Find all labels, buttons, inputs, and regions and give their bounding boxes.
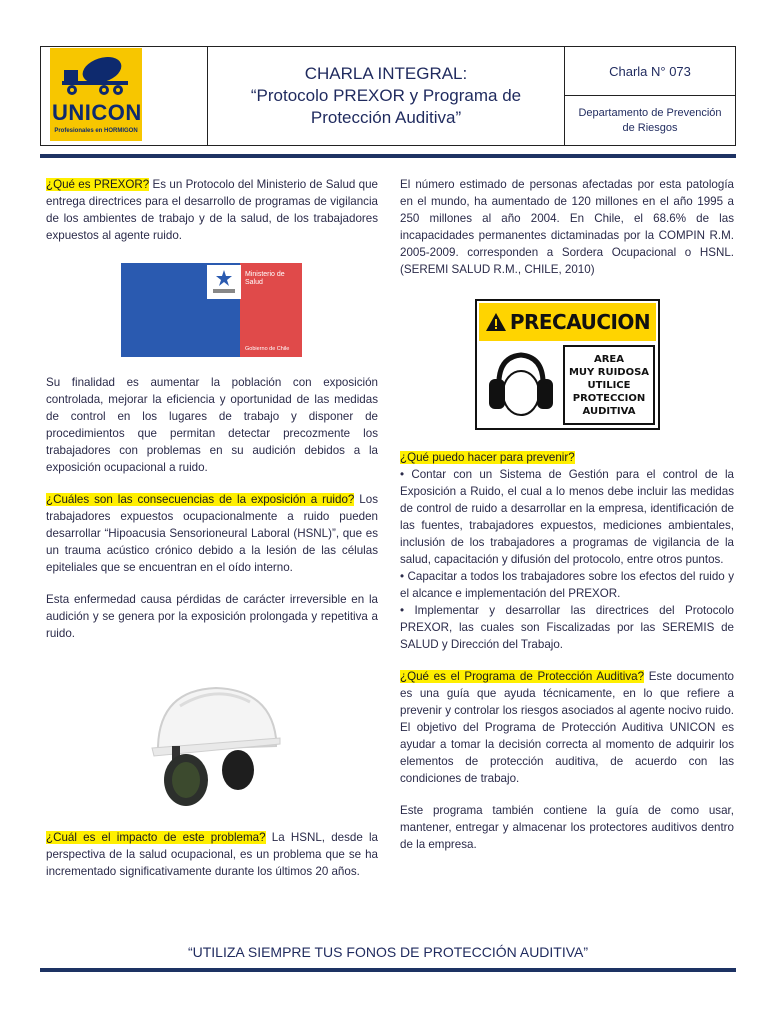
chile-coat-of-arms-icon	[207, 265, 241, 299]
paragraph-statistics: El número estimado de personas afectadas por esta patología en el mundo, ha aumentado de 120 millones en el año 1995 a 250 millones al año 2004. En Chile, el 68.6% de las incapacidades permanentes dictaminadas por la COMPIN R.M. 2005-2009. corresponden a Sordera Ocupacional o HSNL. (SEREMI SALUD R.M., CHILE, 2010)	[400, 178, 734, 276]
logo-word: UNICON	[52, 100, 142, 125]
header-info-cell	[565, 47, 735, 145]
header-table	[40, 46, 736, 146]
ministry-footer-label: Gobierno de Chile	[245, 346, 290, 352]
paragraph-consequences: ¿Cuáles son las consecuencias de la exposición a ruido? Los trabajadores expuestos ocupacionalmente a ruido pueden desarrollar “Hipoacusia Sensorioneural Laboral (HSNL)”, que es un trauma acústico crónico debido a la lesión de las células epiteliales que se encuentran en el oído interno.	[46, 493, 379, 574]
unicon-logo	[50, 48, 142, 141]
document-title	[208, 47, 565, 145]
footer-quote: “UTILIZA SIEMPRE TUS FONOS DE PROTECCIÓN AUDITIVA”	[187, 944, 589, 960]
department-name: Departamento de Prevención de Riesgos	[578, 106, 722, 134]
right-column-top	[400, 176, 734, 293]
title-line-2: “Protocolo PREXOR y Programa de	[250, 86, 522, 105]
question-what-is-prexor: ¿Qué es PREXOR?	[46, 178, 150, 191]
helmet-earmuff-image	[150, 676, 282, 808]
logo-cell	[41, 47, 208, 145]
right-column-bottom	[400, 449, 734, 868]
paragraph-what-is-prexor: ¿Qué es PREXOR? Es un Protocolo del Ministerio de Salud que entrega directrices para el desarrollo de programas de vigilancia de los ambientes de trabajo y de la salud, de los trabajadores expuestos al agente ruido.	[46, 178, 378, 242]
left-column-top	[46, 176, 378, 259]
paragraph-protection-program: ¿Qué es el Programa de Protección Auditiva? Este documento es una guía que ayuda técnicamente, en lo que refiere a prevenir y controlar los riesgos asociados al agente nocivo ruido. El objetivo del Programa de Protección Auditiva UNICON es ayudar a tomar la decisión correcta al momento de adquirir los elementos de protección auditiva, de acuerdo con las condiciones de trabajo.	[400, 670, 734, 785]
header-rule	[40, 154, 736, 158]
ministerio-salud-image	[121, 263, 302, 357]
head-with-earmuffs-icon	[485, 349, 557, 425]
logo-subtitle: Profesionales en HORMIGON	[54, 128, 138, 134]
caution-sign-image	[475, 299, 660, 430]
footer-rule	[40, 968, 736, 972]
question-prevent: ¿Qué puedo hacer para prevenir?	[400, 451, 575, 464]
paragraph-program-guide: Este programa también contiene la guía de como usar, mantener, entregar y almacenar los protectores auditivos dentro de la empresa.	[400, 804, 734, 851]
question-consequences: ¿Cuáles son las consecuencias de la exposición a ruido?	[46, 493, 355, 506]
caution-title: PRECAUCION	[509, 310, 651, 334]
bullet-train-workers: • Capacitar a todos los trabajadores sobre los efectos del ruido y el alcance e implementación del PREXOR.	[400, 570, 734, 600]
bullet-implement-protocol: • Implementar y desarrollar las directrices del Protocolo PREXOR, las cuales son Fiscalizadas por las SEREMIS de SALUD y Dirección del Trabajo.	[400, 604, 734, 651]
paragraph-purpose: Su finalidad es aumentar la población con exposición controlada, mejorar la eficiencia y oportunidad de las medidas de control en los lugares de trabajo y disponer de procedimientos que permitan detectar precozmente los trabajadores con problemas en su audición debidos a la exposición ocupacional a ruido.	[46, 376, 378, 474]
title-line-3: Protección Auditiva”	[310, 108, 462, 127]
question-protection-program: ¿Qué es el Programa de Protección Auditiva?	[400, 670, 645, 683]
ministry-label: Ministerio de Salud	[245, 271, 285, 286]
title-line-1: CHARLA INTEGRAL:	[304, 64, 468, 83]
paragraph-impact: ¿Cuál es el impacto de este problema? La HSNL, desde la perspectiva de la salud ocupacional, es un problema que se ha incrementado significativamente durante los últimos 20 años.	[46, 831, 378, 878]
paragraph-disease: Esta enfermedad causa pérdidas de carácter irreversible en la audición y se genera por la exposición prolongada y repetitiva a ruido.	[46, 593, 378, 640]
helmet-with-earmuffs-icon	[150, 676, 282, 808]
question-impact: ¿Cuál es el impacto de este problema?	[46, 831, 266, 844]
caution-message: AREA MUY RUIDOSA UTILICE PROTECCION AUDITIVA	[563, 345, 655, 425]
warning-triangle-icon	[485, 312, 507, 332]
left-column-middle	[46, 374, 378, 657]
charla-number: Charla N° 073	[565, 47, 735, 96]
left-column-bottom	[46, 829, 378, 895]
bullet-management-system: • Contar con un Sistema de Gestión para el control de la Exposición a Ruido, el cual a lo menos debe incluir las medidas de control de ruido a desarrollar en la empresa, identificación de las fuentes, trabajadores expuestos, mediciones ambientales, inclusión de los trabajadores a programas de vigilancia de la salud, capacitación y difusión del protocolo, entre otros puntos.	[400, 468, 734, 566]
caution-banner	[479, 303, 656, 341]
concrete-truck-icon	[50, 48, 142, 100]
